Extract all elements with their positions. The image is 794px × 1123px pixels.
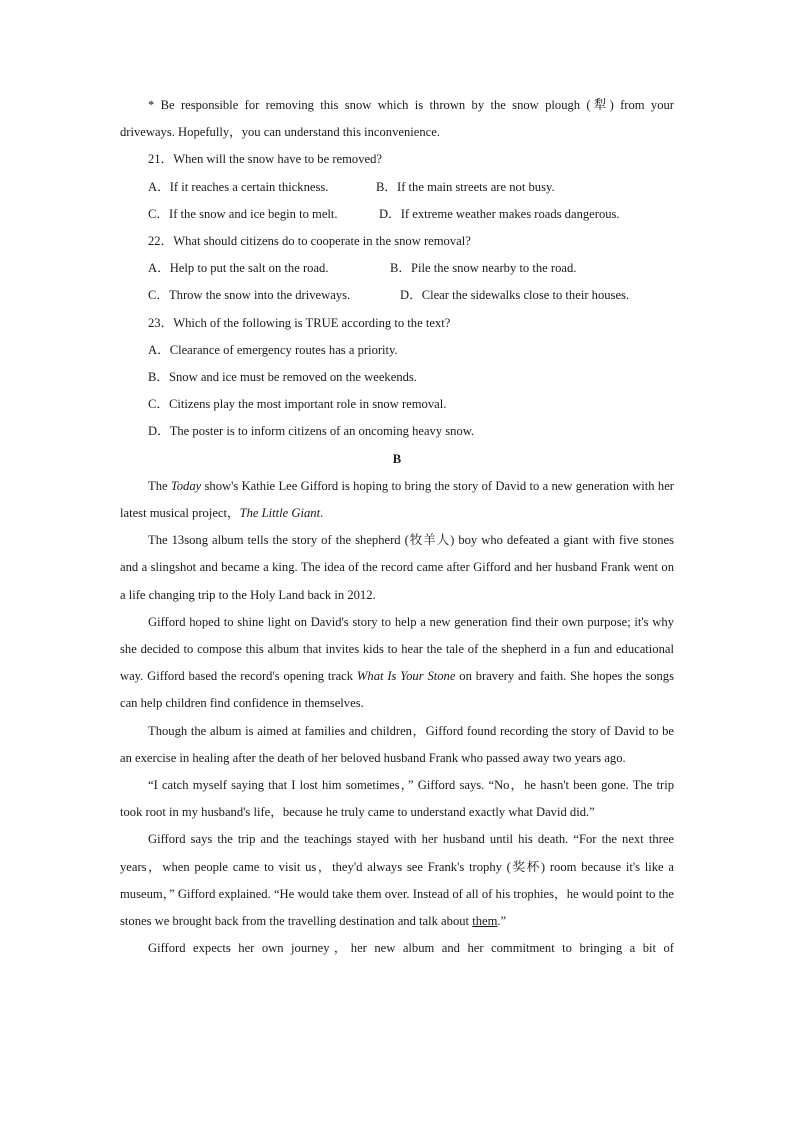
option-d: D．Clear the sidewalks close to their houses.: [400, 288, 630, 303]
paragraph-6: [120, 826, 674, 935]
paragraph-7: Gifford expects her own journey，her new album and her commitment to bringing a bit of: [148, 941, 674, 956]
option-d: D．The poster is to inform citizens of an oncoming heavy snow.: [148, 424, 475, 439]
question-22: [120, 228, 674, 310]
intro-line-2: driveways. Hopefully，you can understand this inconvenience.: [120, 125, 441, 140]
paragraph-2: The 13song album tells the story of the shepherd (牧羊人) boy who defeated a giant with five stones and a slingshot and became a king. The idea of the record came after Gifford and her husband Frank went on a life changing trip to the Holy Land back in 2012.: [120, 533, 674, 602]
document-page: [120, 92, 674, 962]
paragraph-4: Though the album is aimed at families and children，Gifford found recording the story of David to be an exercise in healing after the death of her beloved husband Frank who passed away two years ago.: [120, 723, 674, 765]
text-run: Gifford hoped to shine light on David's story to help a new generation find their own purpose; it's why she decided to compose this album that invites kids to hear the tale of the shepherd in a fun and educational way. Gifford based the record's opening track: [120, 614, 674, 684]
paragraph-5: “I catch myself saying that I lost him sometimes，” Gifford says. “No，he hasn't been gone. The trip took root in my husband's life，because he truly came to understand exactly what David did.”: [120, 778, 674, 820]
paragraph-3: [120, 609, 674, 718]
question-23: [120, 310, 674, 446]
text-run: on bravery and faith. She hopes the songs can help children find confidence in themselves.: [120, 669, 674, 711]
text-run: .: [320, 505, 324, 520]
option-d: D．If extreme weather makes roads dangerous.: [379, 206, 620, 221]
option-b: B．Pile the snow nearby to the road.: [390, 261, 577, 276]
question-21: [120, 146, 674, 228]
option-a: A．Help to put the salt on the road.: [148, 261, 329, 276]
section-heading: B: [392, 451, 402, 466]
option-c: C．Throw the snow into the driveways.: [148, 288, 351, 303]
option-c: C．If the snow and ice begin to melt.: [148, 206, 338, 221]
option-row: [120, 174, 674, 201]
intro-line-1: * Be responsible for removing this snow which is thrown by the snow plough (犁) from your: [148, 98, 674, 112]
option-b: B．Snow and ice must be removed on the weekends.: [148, 369, 417, 384]
question-stem: 21．When will the snow have to be removed?: [148, 152, 382, 167]
show-title: Today: [170, 478, 202, 493]
text-run: Gifford says the trip and the teachings stayed with her husband until his death. “For the next three years，when people came to visit us，they'd always see Frank's trophy (奖杯) room because it's like a museum，” Gifford explained. “He would take them over. Instead of all of his trophies，he would point to the stones we brought back from the travelling destination and talk about: [120, 832, 674, 929]
text-run: The: [148, 478, 171, 493]
question-stem: 23．Which of the following is TRUE according to the text?: [148, 315, 451, 330]
option-b: B．If the main streets are not busy.: [376, 179, 555, 194]
paragraph-1: [120, 473, 674, 527]
option-row: [120, 255, 674, 282]
option-c: C．Citizens play the most important role in snow removal.: [148, 397, 447, 412]
album-title: The Little Giant: [239, 505, 321, 520]
option-a: A．If it reaches a certain thickness.: [148, 179, 329, 194]
track-title: What Is Your Stone: [356, 669, 456, 684]
option-row: [120, 282, 674, 309]
text-run: .”: [497, 914, 507, 929]
underlined-word: them: [472, 914, 498, 929]
question-stem: 22．What should citizens do to cooperate in the snow removal?: [148, 233, 471, 248]
text-run: show's Kathie Lee Gifford is hoping to bring the story of David to a new generation with her latest musical project，: [120, 478, 674, 520]
option-a: A．Clearance of emergency routes has a priority.: [148, 342, 398, 357]
option-row: [120, 201, 674, 228]
